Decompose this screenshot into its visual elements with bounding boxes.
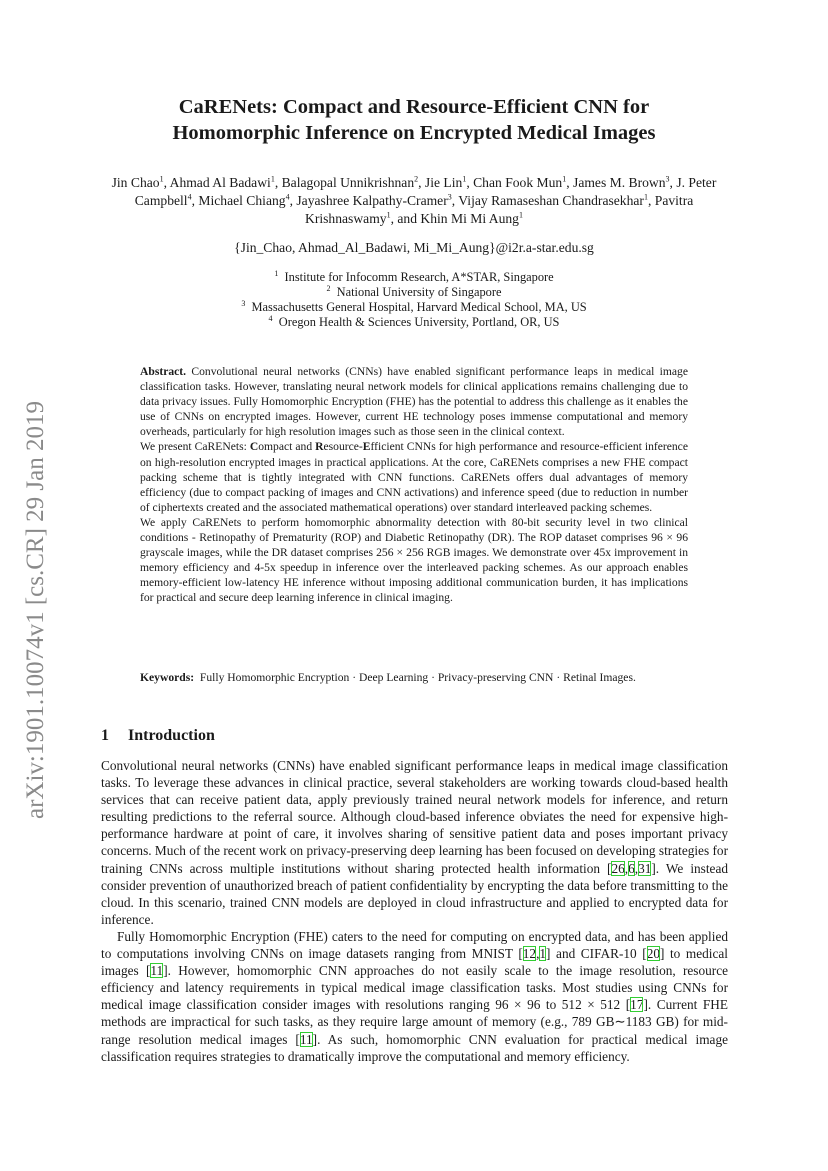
affiliation-list bbox=[110, 270, 718, 330]
affiliation-text: Oregon Health & Sciences University, Portland, OR, US bbox=[278, 315, 560, 329]
author-name: , Ahmad Al Badawi bbox=[163, 175, 271, 190]
body-text: ]. As such, homomorphic CNN evaluation for practical medical image classification requires strategies to dramatically improve the computational and memory efficiency. bbox=[101, 1031, 728, 1064]
keywords-text: Fully Homomorphic Encryption · Deep Learning · Privacy-preserving CNN · Retinal Images. bbox=[199, 671, 636, 684]
keywords-label: Keywords: bbox=[140, 671, 195, 684]
citation-link[interactable]: 26 bbox=[611, 860, 625, 876]
arxiv-sidebar-stamp bbox=[22, 370, 50, 850]
author-affil-mark: 1 bbox=[386, 210, 391, 220]
author-affil-mark: 1 bbox=[643, 192, 648, 202]
citation-link[interactable]: 31 bbox=[638, 860, 652, 876]
body-paragraph: Fully Homomorphic Encryption (FHE) caters to the need for computing on encrypted data, and has been applied to computations involving CNNs on image datasets ranging from MNIST [12,1] and CIFAR-10 [20] to medical images [11]. However, homomorphic CNN approaches do not easily scale to the image resolution, resource efficiency and latency requirements in typical medical image classification tasks. Most studies using CNNs for medical image classification consider images with resolutions ranging 96 × 96 to 512 × 512 [17]. Current FHE methods are impractical for such tasks, as they require large amount of memory (e.g., 789 GB∼1183 GB) for mid-range resolution medical images [11]. As such, homomorphic CNN evaluation for practical medical image classification requires strategies to dramatically improve the computational and memory efficiency. bbox=[101, 928, 729, 1064]
abstract-paragraph bbox=[140, 515, 688, 606]
section-number: 1 bbox=[101, 727, 109, 744]
body-text: ] and CIFAR-10 [ bbox=[546, 946, 647, 962]
affiliation-mark: 1 bbox=[274, 268, 279, 278]
body-paragraph: Convolutional neural networks (CNNs) have enabled significant performance leaps in medical image classification tasks. To leverage these advances in clinical practice, several stakeholders are working towards cloud-based health services that can receive patient data, apply previously trained neural network models for inference, and return resulting predictions to the referral source. Although cloud-based inference obviates the need for expensive high-performance hardware at point of care, it involves sharing of sensitive patient data and poses important privacy concerns. Much of the recent work on privacy-preserving deep learning has been focused on developing strategies for training CNNs across multiple institutions without sharing protected health information [26,6,31]. We instead consider prevention of unauthorized breach of patient confidentiality by encrypting the data before transmitting to the cloud. In this scenario, trained CNN models are deployed in cloud infrastructure and applied to encrypted data for inference. bbox=[101, 758, 728, 927]
author-name: , Michael Chiang bbox=[191, 193, 286, 208]
citation-link[interactable]: 17 bbox=[630, 997, 644, 1013]
author-name: , Vijay Ramaseshan Chandrasekhar bbox=[451, 193, 644, 208]
affiliation-text: Massachusetts General Hospital, Harvard Medical School, MA, US bbox=[251, 300, 587, 314]
affiliation-item bbox=[110, 285, 718, 300]
author-affil-mark: 1 bbox=[462, 174, 467, 184]
body-text: ]. We instead consider prevention of unauthorized breach of patient confidentiality by encrypting the data before transmitting to the cloud. In this scenario, trained CNN models are deployed in cloud infrastructure and applied to encrypted data for inference. bbox=[101, 860, 728, 927]
author-name: Jin Chao bbox=[111, 175, 160, 190]
affiliation-item bbox=[110, 300, 718, 315]
affiliation-text: Institute for Infocomm Research, A*STAR, Singapore bbox=[284, 270, 554, 284]
keywords-block bbox=[140, 670, 688, 685]
author-name: , Pavitra Krishnaswamy bbox=[305, 193, 694, 226]
author-name: , James M. Brown bbox=[566, 175, 666, 190]
affiliation-text: National University of Singapore bbox=[336, 285, 502, 299]
abstract-paragraph bbox=[140, 364, 688, 439]
author-name: , Jayashree Kalpathy-Cramer bbox=[289, 193, 448, 208]
body-text: ]. Current FHE methods are impractical for such tasks, as they require large amount of memory (e.g., 789 GB∼1183 GB) for mid-range resolution medical images [ bbox=[101, 997, 729, 1047]
affiliation-mark: 2 bbox=[326, 283, 331, 293]
abstract-text: esource- bbox=[323, 440, 363, 454]
abstract-text: Convolutional neural networks (CNNs) have enabled significant performance leaps in medical image classification tasks. However, translating neural network models for clinical applications remains challenging due to data privacy issues. Fully Homomorphic Encryption (FHE) has the potential to address this challenge as it enables the use of CNNs on encrypted images. However, current HE technology poses immense computational and memory overheads, particularly for high resolution images such as those seen in the clinical context. bbox=[140, 365, 688, 439]
body-text: Fully Homomorphic Encryption (FHE) caters to the need for computing on encrypted data, and has been applied to computations involving CNNs on image datasets ranging from MNIST [ bbox=[101, 928, 728, 962]
author-name: , Chan Fook Mun bbox=[466, 175, 563, 190]
abstract-emphasis: R bbox=[315, 440, 324, 454]
affiliation-mark: 4 bbox=[268, 313, 273, 323]
affiliation-item bbox=[110, 270, 718, 285]
author-affil-mark: 4 bbox=[187, 192, 192, 202]
citation-link[interactable]: 1 bbox=[539, 946, 547, 962]
author-name: , Jie Lin bbox=[418, 175, 463, 190]
author-name: , Balagopal Unnikrishnan bbox=[274, 175, 415, 190]
introduction-body bbox=[101, 757, 728, 1065]
author-affil-mark: 1 bbox=[562, 174, 567, 184]
citation-link[interactable]: 20 bbox=[646, 946, 660, 962]
author-affil-mark: 1 bbox=[270, 174, 275, 184]
arxiv-identifier: arXiv:1901.10074v1 [cs.CR] 29 Jan 2019 bbox=[22, 400, 49, 820]
abstract-text: We apply CaRENets to perform homomorphic abnormality detection with 80-bit security level in two clinical conditions - Retinopathy of Prematurity (ROP) and Diabetic Retinopathy (DR). The ROP dataset comprises 96 × 96 grayscale images, while the DR dataset comprises 256 × 256 RGB images. We demonstrate over 45x improvement in memory efficiency and 4-5x speedup in inference over the interleaved packing schemes. As our approach enables memory-efficient low-latency HE inference without imposing additional communication burden, it has implications for practical and secure deep learning inference in clinical imaging. bbox=[140, 515, 688, 605]
section-heading bbox=[101, 727, 215, 745]
abstract-emphasis: E bbox=[362, 440, 371, 454]
abstract-text: ompact and bbox=[258, 440, 316, 454]
author-affil-mark: 4 bbox=[285, 192, 290, 202]
abstract-emphasis: C bbox=[249, 440, 259, 454]
body-text: Convolutional neural networks (CNNs) have enabled significant performance leaps in medical image classification tasks. To leverage these advances in clinical practice, several stakeholders are working towards cloud-based health services that can receive patient data, apply previously trained neural network models for inference, and return resulting predictions to the referral source. Although cloud-based inference obviates the need for expensive high-performance hardware at point of care, it involves sharing of sensitive patient data and poses important privacy concerns. Much of the recent work on privacy-preserving deep learning has been focused on developing strategies for training CNNs across multiple institutions without sharing protected health information [ bbox=[101, 758, 728, 876]
affiliation-mark: 3 bbox=[241, 298, 246, 308]
author-affil-mark: 3 bbox=[665, 174, 670, 184]
author-affil-mark: 3 bbox=[447, 192, 452, 202]
citation-link[interactable]: 6 bbox=[628, 860, 635, 876]
title-line-2: Homomorphic Inference on Encrypted Medical Images bbox=[172, 122, 656, 144]
affiliation-item bbox=[110, 315, 718, 330]
abstract-block bbox=[140, 364, 688, 606]
author-affil-mark: 2 bbox=[414, 174, 419, 184]
citation-link[interactable]: 11 bbox=[150, 963, 164, 979]
abstract-text: We present CaRENets: bbox=[140, 440, 250, 454]
abstract-text: fficient CNNs for high performance and resource-efficient inference on high-resolution encrypted images in practical applications. At the core, CaRENets comprises a new FHE compact packing scheme that is tightly integrated with CNN functions. CaRENets offers dual advantages of memory efficiency (due to compact packing of images and CNN activations) and inference speed (due to reduction in number of ciphertexts created and the associated mathematical operations) over standard interleaved packing schemes. bbox=[140, 440, 688, 514]
abstract-label: Abstract. bbox=[140, 365, 187, 378]
citation-link[interactable]: 11 bbox=[299, 1031, 313, 1047]
paper-title bbox=[120, 94, 708, 146]
author-name: , and Khin Mi Mi Aung bbox=[390, 211, 519, 226]
body-text: ] to medical images [ bbox=[101, 946, 728, 979]
author-email: {Jin_Chao, Ahmad_Al_Badawi, Mi_Mi_Aung}@i2r.a-star.edu.sg bbox=[234, 240, 594, 255]
body-text: ]. However, homomorphic CNN approaches do not easily scale to the image resolution, resource efficiency and latency requirements in typical medical image classification tasks. Most studies using CNNs for medical image classification consider images with resolutions ranging 96 × 96 to 512 × 512 [ bbox=[101, 963, 728, 1013]
abstract-paragraph bbox=[140, 439, 688, 514]
author-list bbox=[110, 174, 718, 228]
section-title: Introduction bbox=[128, 727, 215, 744]
title-line-1: CaRENets: Compact and Resource-Efficient CNN for bbox=[178, 96, 650, 118]
author-name: , J. Peter Campbell bbox=[134, 175, 717, 208]
author-affil-mark: 1 bbox=[159, 174, 164, 184]
citation-link[interactable]: 12 bbox=[522, 946, 537, 962]
author-affil-mark: 1 bbox=[518, 210, 523, 220]
